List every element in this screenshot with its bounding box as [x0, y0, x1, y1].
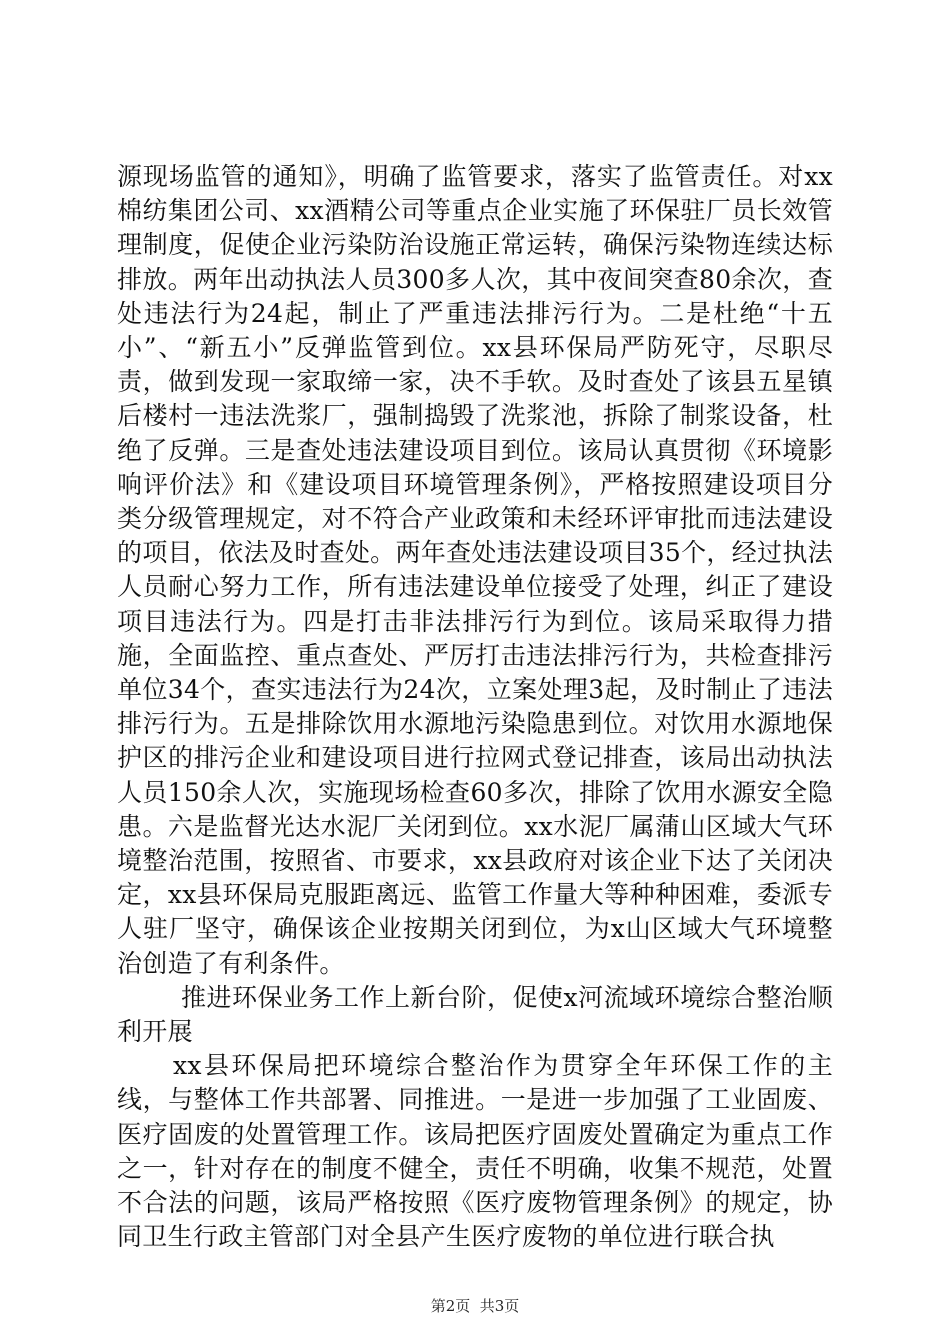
page-number-label: 第2页 共3页: [430, 1297, 520, 1315]
section-heading: 推进环保业务工作上新台阶，促使x河流域环境综合整治顺利开展: [117, 982, 833, 1047]
body-paragraph: xx县环保局把环境综合整治作为贯穿全年环保工作的主线，与整体工作共部署、同推进。一是进一步加强了工业固废、医疗固废的处置管理工作。该局把医疗固废处置确定为重点工作之一，针对存在的制度不健全，责任不明确，收集不规范，处置不合法的问题，该局严格按照《医疗废物管理条例》的规定，协同卫生行政主管部门对全县产生医疗废物的单位进行联合执: [117, 1051, 833, 1252]
body-paragraph-continued: 源现场监管的通知》，明确了监管要求，落实了监管责任。对xx棉纺集团公司、xx酒精公司等重点企业实施了环保驻厂员长效管理制度，促使企业污染防治设施正常运转，确保污染物连续达标排放。两年出动执法人员300多人次，其中夜间突查80余次，查处违法行为24起，制止了严重违法排污行为。二是杜绝“十五小”、“新五小”反弹监管到位。xx县环保局严防死守，尽职尽责，做到发现一家取缔一家，决不手软。及时查处了该县五星镇后楼村一违法洗浆厂，强制捣毁了洗浆池，拆除了制浆设备，杜绝了反弹。三是查处违法建设项目到位。该局认真贯彻《环境影响评价法》和《建设项目环境管理条例》，严格按照建设项目分类分级管理规定，对不符合产业政策和未经环评审批而违法建设的项目，依法及时查处。两年查处违法建设项目35个，经过执法人员耐心努力工作，所有违法建设单位接受了处理，纠正了建设项目违法行为。四是打击非法排污行为到位。该局采取得力措施，全面监控、重点查处、严厉打击违法排污行为，共检查排污单位34个，查实违法行为24次，立案处理3起，及时制止了违法排污行为。五是排除饮用水源地污染隐患到位。对饮用水源地保护区的排污企业和建设项目进行拉网式登记排查，该局出动执法人员150余人次，实施现场检查60多次，排除了饮用水源安全隐患。六是监督光达水泥厂关闭到位。xx水泥厂属蒲山区域大气环境整治范围，按照省、市要求，xx县政府对该企业下达了关闭决定，xx县环保局克服距离远、监管工作量大等种种困难，委派专人驻厂坚守，确保该企业按期关闭到位，为x山区域大气环境整治创造了有利条件。: [117, 162, 833, 978]
page-footer: [0, 1296, 950, 1316]
document-body: [117, 160, 833, 1255]
